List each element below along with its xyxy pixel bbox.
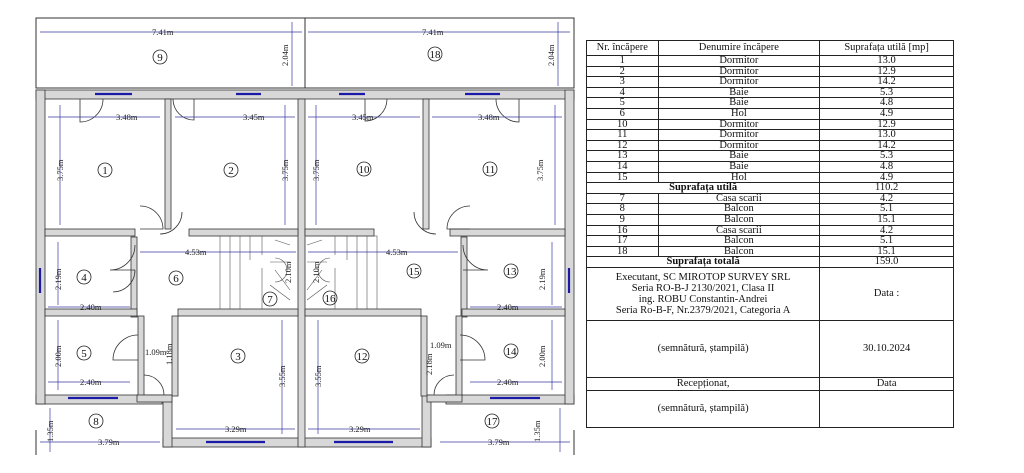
cell-name: Dormitor	[658, 130, 820, 141]
dim-room2-width: 3.45m	[243, 112, 265, 122]
cell-area: 13.0	[820, 130, 954, 141]
cell-area: 4.8	[820, 98, 954, 109]
dim-room4-height: 2.19m	[53, 268, 63, 290]
table-row	[587, 66, 954, 77]
cell-area: 14.2	[820, 140, 954, 151]
cell-area: 5.1	[820, 236, 954, 247]
dim-room3-width: 3.29m	[225, 424, 247, 434]
table-row	[587, 377, 954, 390]
subtotal-label: Suprafața utilă	[587, 183, 820, 194]
signature-label: (semnătură, ștampilă)	[587, 320, 820, 377]
col-header-0: Nr. încăpere	[587, 41, 659, 56]
table-row	[587, 236, 954, 247]
dim-balcony-right: 2.04m	[546, 44, 556, 66]
cell-nr: 2	[587, 66, 659, 77]
data-label-2: Data	[820, 377, 954, 390]
room-number-10: 10	[358, 163, 370, 176]
dim-room13-width: 2.40m	[497, 302, 519, 312]
table-row	[587, 267, 954, 320]
dim-room8-width: 3.79m	[98, 437, 120, 447]
room-number-17: 17	[486, 415, 498, 428]
cell-area: 5.3	[820, 87, 954, 98]
room-number-4: 4	[81, 271, 87, 284]
cell-area: 4.9	[820, 108, 954, 119]
table-row	[587, 161, 954, 172]
table-row	[587, 225, 954, 236]
cell-nr: 1	[587, 56, 659, 67]
dim-room10-width: 3.45m	[352, 112, 374, 122]
table-row	[587, 172, 954, 183]
cell-name: Dormitor	[658, 77, 820, 88]
cell-nr: 4	[587, 87, 659, 98]
dim-room5-height: 2.00m	[53, 345, 63, 367]
table-row	[587, 41, 954, 56]
table-row	[587, 320, 954, 377]
cell-name: Dormitor	[658, 140, 820, 151]
dim-room13-height: 2.19m	[537, 268, 547, 290]
col-header-2: Suprafața utilă [mp]	[820, 41, 954, 56]
cell-area: 15.1	[820, 214, 954, 225]
dim-room8-depth: 1.35m	[45, 420, 55, 442]
table-row	[587, 183, 954, 194]
cell-nr: 16	[587, 225, 659, 236]
dim-room17-depth: 1.35m	[532, 420, 542, 442]
room-number-2: 2	[228, 164, 234, 177]
cell-nr: 14	[587, 161, 659, 172]
room-number-13: 13	[505, 265, 517, 278]
dim-room11-height: 3.75m	[535, 159, 545, 181]
cell-nr: 18	[587, 246, 659, 257]
cell-nr: 12	[587, 140, 659, 151]
cell-area: 5.3	[820, 151, 954, 162]
cell-name: Balcon	[658, 236, 820, 247]
dim-left-small-width: 1.09m	[145, 347, 167, 357]
cell-nr: 6	[587, 108, 659, 119]
dim-right-small-width: 1.09m	[430, 340, 452, 350]
cell-name: Balcon	[658, 246, 820, 257]
dim-top-left: 7.41m	[152, 27, 174, 37]
cell-area: 12.9	[820, 119, 954, 130]
cell-name: Casa scarii	[658, 225, 820, 236]
cell-area: 4.2	[820, 225, 954, 236]
empty-cell	[820, 390, 954, 427]
cell-nr: 8	[587, 204, 659, 215]
room-number-1: 1	[102, 164, 108, 177]
dim-room4-width: 2.40m	[80, 302, 102, 312]
date-value: 30.10.2024	[820, 320, 954, 377]
dim-left-small-height: 1.18m	[164, 343, 174, 365]
table-row	[587, 98, 954, 109]
subtotal-value: 110.2	[820, 183, 954, 194]
room-number-16: 16	[324, 292, 336, 305]
table-row	[587, 390, 954, 427]
room-number-14: 14	[505, 345, 517, 358]
dim-top-right: 7.41m	[422, 27, 444, 37]
room-number-9: 9	[157, 51, 163, 64]
cell-name: Casa scarii	[658, 193, 820, 204]
dim-hall-left: 4.53m	[185, 247, 207, 257]
dim-room1-width: 3.48m	[116, 112, 138, 122]
cell-area: 12.9	[820, 66, 954, 77]
cell-area: 4.2	[820, 193, 954, 204]
cell-nr: 3	[587, 77, 659, 88]
cell-nr: 9	[587, 214, 659, 225]
table-row	[587, 204, 954, 215]
area-table	[586, 40, 954, 428]
cell-nr: 7	[587, 193, 659, 204]
dim-room12-width: 3.29m	[349, 424, 371, 434]
dim-room11-width: 3.48m	[478, 112, 500, 122]
cell-name: Baie	[658, 98, 820, 109]
receptionat-label: Recepționat,	[587, 377, 820, 390]
dim-room12-height: 3.55m	[313, 365, 323, 387]
dim-room1-height: 3.75m	[55, 159, 65, 181]
cell-nr: 15	[587, 172, 659, 183]
dim-room3-height: 3.55m	[277, 365, 287, 387]
dim-room10-height: 3.75m	[311, 159, 321, 181]
table-row	[587, 151, 954, 162]
dim-stair16-height: 2.10m	[311, 261, 321, 283]
cell-name: Balcon	[658, 214, 820, 225]
dim-room17-width: 3.79m	[488, 437, 510, 447]
cell-name: Baie	[658, 87, 820, 98]
cell-nr: 11	[587, 130, 659, 141]
table-row	[587, 193, 954, 204]
table-row	[587, 130, 954, 141]
dim-right-small-height: 2.18m	[424, 353, 434, 375]
cell-area: 14.2	[820, 77, 954, 88]
table-row	[587, 246, 954, 257]
dim-room2-height: 3.75m	[280, 159, 290, 181]
cell-name: Hol	[658, 108, 820, 119]
cell-area: 4.9	[820, 172, 954, 183]
table-row	[587, 257, 954, 268]
table-row	[587, 87, 954, 98]
cell-nr: 13	[587, 151, 659, 162]
cell-name: Baie	[658, 161, 820, 172]
dim-balcony-left: 2.04m	[280, 44, 290, 66]
room-number-12: 12	[356, 350, 368, 363]
cell-area: 4.8	[820, 161, 954, 172]
cell-name: Dormitor	[658, 56, 820, 67]
dim-room14-width: 2.40m	[497, 377, 519, 387]
room-number-5: 5	[81, 347, 87, 360]
data-label: Data :	[820, 267, 954, 320]
dim-hall-right: 4.53m	[386, 247, 408, 257]
room-number-15: 15	[408, 265, 420, 278]
cell-nr: 10	[587, 119, 659, 130]
room-number-18: 18	[429, 48, 441, 61]
table-row	[587, 214, 954, 225]
table-row	[587, 56, 954, 67]
room-number-8: 8	[93, 415, 99, 428]
executant-block: Executant, SC MIROTOP SURVEY SRL Seria RO-B-J 2130/2021, Clasa II ing. ROBU Constantin-Andrei Seria Ro-B-F, Nr.2379/2021, Categoria A	[587, 267, 820, 320]
table-row	[587, 140, 954, 151]
room-number-3: 3	[235, 350, 241, 363]
table-row	[587, 77, 954, 88]
cell-nr: 5	[587, 98, 659, 109]
table-row	[587, 119, 954, 130]
dim-room14-height: 2.00m	[537, 345, 547, 367]
cell-name: Balcon	[658, 204, 820, 215]
cell-area: 13.0	[820, 56, 954, 67]
cell-area: 5.1	[820, 204, 954, 215]
total-label: Suprafața totală	[587, 257, 820, 268]
dim-room5-width: 2.40m	[80, 377, 102, 387]
cell-name: Dormitor	[658, 119, 820, 130]
room-number-6: 6	[173, 272, 179, 285]
cell-name: Hol	[658, 172, 820, 183]
dim-stair7-height: 2.10m	[283, 261, 293, 283]
cell-name: Dormitor	[658, 66, 820, 77]
cell-nr: 17	[587, 236, 659, 247]
col-header-1: Denumire încăpere	[658, 41, 820, 56]
table-row	[587, 108, 954, 119]
room-number-11: 11	[484, 163, 496, 176]
total-value: 159.0	[820, 257, 954, 268]
room-number-7: 7	[267, 293, 273, 306]
cell-name: Baie	[658, 151, 820, 162]
signature-label-2: (semnătură, ștampilă)	[587, 390, 820, 427]
cell-area: 15.1	[820, 246, 954, 257]
